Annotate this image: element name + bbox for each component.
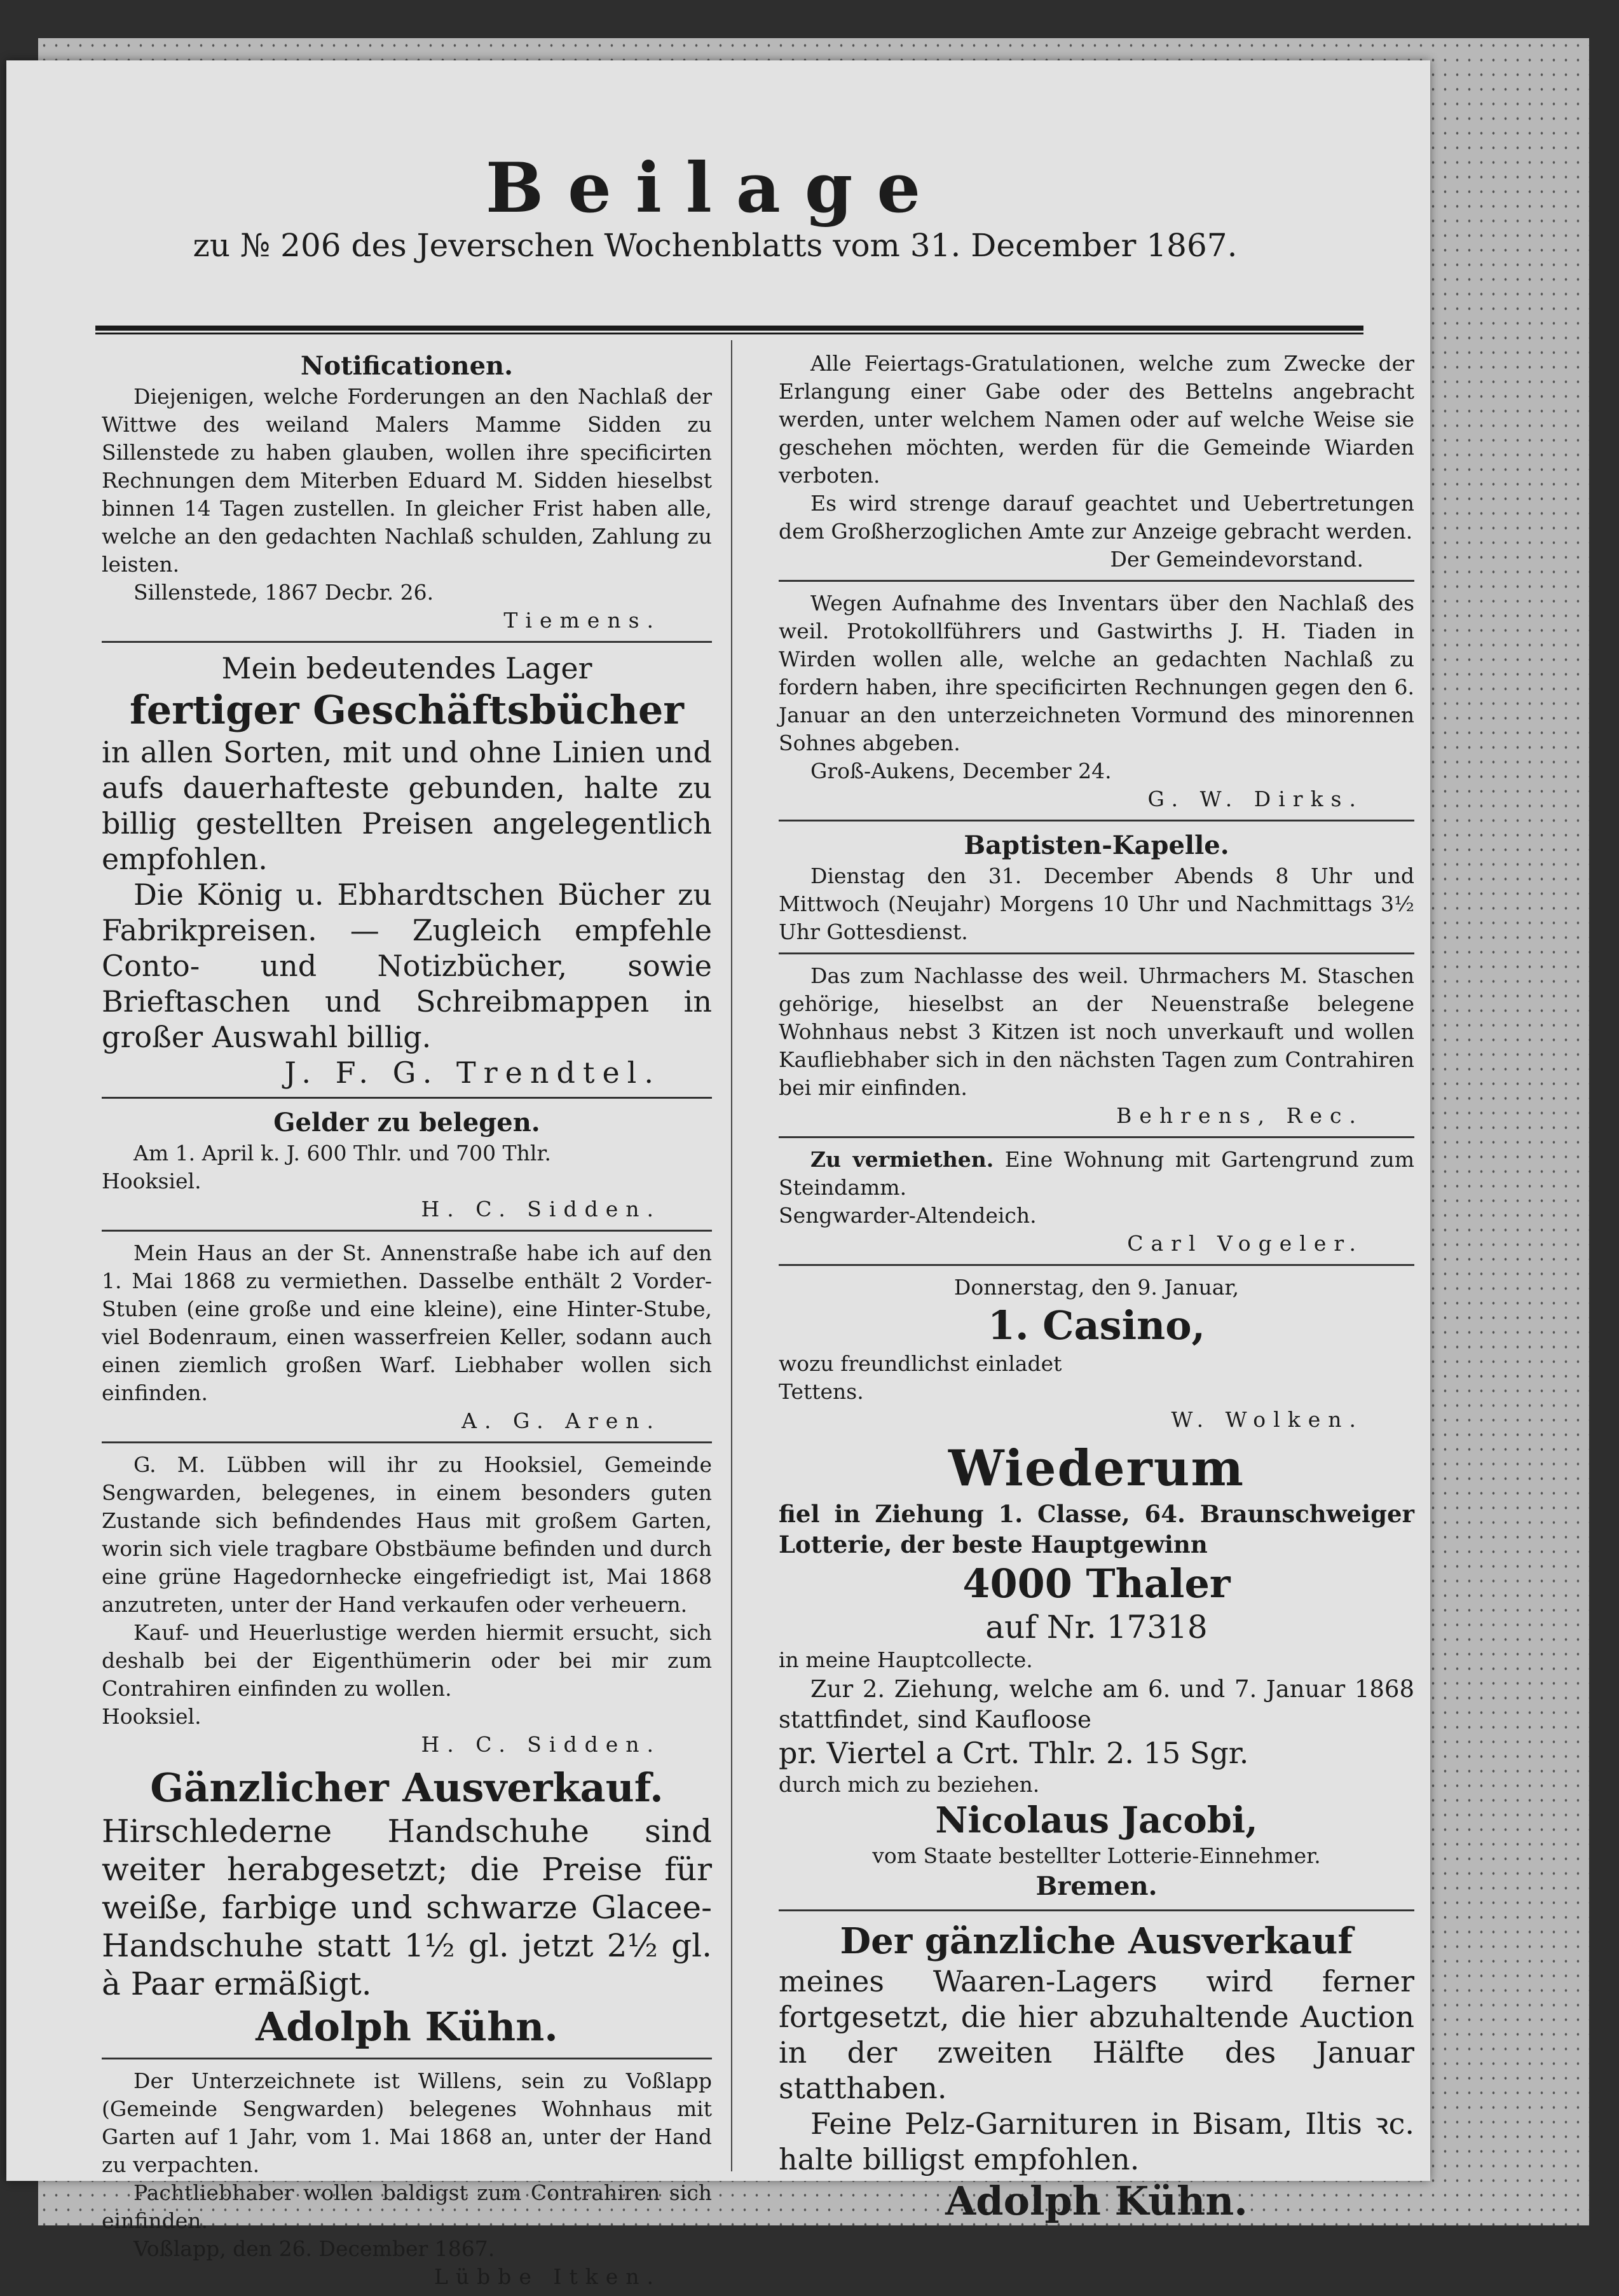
- kuehn-body: meines Waaren-Lagers wird ferner fortgesetzt, die hier abzuhaltende Auction in der zweiten Hälfte des Januar statthaben.: [779, 1964, 1414, 2105]
- ausverkauf-ad: [102, 1764, 712, 2051]
- divider: [779, 1136, 1414, 1138]
- casino-place: Tettens.: [779, 1379, 864, 1404]
- lotterie-collecte: in meine Hauptcollecte.: [779, 1647, 1033, 1672]
- divider: [102, 1230, 712, 1232]
- itken-body: Der Unterzeichnete ist Willens, sein zu Voßlapp (Gemeinde Sengwarden) belegenes Wohnhaus mit Garten auf 1 Jahr, vom 1. Mai 1868 an, unter der Hand zu verpachten.: [102, 2068, 712, 2177]
- casino-date: Donnerstag, den 9. Januar,: [953, 1275, 1240, 1300]
- kuehn-ad: [779, 1919, 1414, 2225]
- divider: [102, 1441, 712, 1443]
- feiertag-body: Alle Feiertags-Gratulationen, welche zum Zwecke der Erlangung einer Gabe oder des Bettelns angebracht werden, unter welchem Namen oder auf welche Weise sie geschehen möchten, werden für die Gemeinde Wiarden verboten.: [779, 351, 1414, 488]
- divider: [779, 1909, 1414, 1911]
- casino-invite: wozu freundlichst einladet: [779, 1351, 1062, 1376]
- casino-ad: [779, 1274, 1414, 1434]
- kuehn-headline: Der gänzliche Ausverkauf: [840, 1920, 1353, 1962]
- baptisten-body: Dienstag den 31. December Abends 8 Uhr und Mittwoch (Neujahr) Morgens 10 Uhr und Nachmittags 3½ Uhr Gottesdienst.: [779, 863, 1414, 944]
- lotterie-title: vom Staate bestellter Lotterie-Einnehmer.: [872, 1843, 1321, 1868]
- inventar-signature: G. W. Dirks.: [1147, 787, 1363, 811]
- kuehn-body-2: Feine Pelz-Garnituren in Bisam, Iltis ꝛc. halte billigst empfohlen.: [779, 2107, 1414, 2176]
- trendtel-headline: fertiger Geschäftsbücher: [130, 687, 684, 733]
- trendtel-signature: J. F. G. Trendtel.: [284, 1055, 661, 1090]
- masthead-subtitle: zu № 206 des Jeverschen Wochenblatts vom 31. December 1867.: [193, 227, 1238, 265]
- lotterie-ad: [779, 1439, 1414, 1903]
- inventar-body: Wegen Aufnahme des Inventars über den Nachlaß des weil. Protokollführers und Gastwirths J. H. Tiaden in Wirden wollen alle, welche an gedachten Nachlaß zu fordern haben, ihre specificirten Rechnungen gegen den 6. Januar an den unterzeichneten Vormund des minorennen Sohnes abgeben.: [779, 591, 1414, 755]
- trendtel-body-2: Die König u. Ebhardtschen Bücher zu Fabrikpreisen. — Zugleich empfehle Conto- und Notizbücher, sowie Brieftaschen und Schreibmappen in großer Auswahl billig.: [102, 877, 712, 1054]
- lotterie-city: Bremen.: [1035, 1871, 1158, 1901]
- lotterie-price: pr. Viertel a Crt. Thlr. 2. 15 Sgr.: [779, 1736, 1249, 1770]
- lotterie-body: Zur 2. Ziehung, welche am 6. und 7. Januar 1868 stattfindet, sind Kaufloose: [779, 1675, 1414, 1733]
- lotterie-line1: fiel in Ziehung 1. Classe, 64. Braunschweiger Lotterie, der beste Hauptgewinn: [779, 1500, 1414, 1558]
- itken-signature: Lübbe Itken.: [434, 2264, 661, 2289]
- right-column: [779, 350, 1414, 2231]
- haus-signature: A. G. Aren.: [461, 1408, 661, 1433]
- luebben-place: Hooksiel.: [102, 1704, 202, 1729]
- casino-signature: W. Wolken.: [1171, 1407, 1363, 1432]
- baptisten-heading: Baptisten-Kapelle.: [964, 830, 1229, 860]
- lotterie-name: Nicolaus Jacobi,: [935, 1799, 1258, 1841]
- column-separator: [731, 340, 732, 2171]
- vermiethen-lead: Zu vermiethen.: [810, 1147, 994, 1172]
- divider: [779, 820, 1414, 821]
- vermiethen-place: Sengwarder-Altendeich.: [779, 1203, 1037, 1228]
- divider: [102, 1097, 712, 1099]
- gelder-body: Am 1. April k. J. 600 Thlr. und 700 Thlr.: [133, 1141, 552, 1165]
- inventar-place-date: Groß-Aukens, December 24.: [810, 759, 1112, 783]
- divider: [779, 580, 1414, 582]
- gelder-place: Hooksiel.: [102, 1169, 202, 1193]
- notification-heading: Notificationen.: [300, 351, 514, 381]
- divider: [102, 641, 712, 643]
- header-rule: [95, 326, 1363, 334]
- notification-ad: [102, 350, 712, 635]
- itken-body-2: Pachtliebhaber wollen baldigst zum Contrahiren sich einfinden.: [102, 2180, 712, 2233]
- luebben-body-2: Kauf- und Heuerlustige werden hiermit ersucht, sich deshalb bei der Eigenthümerin oder bei mir zum Contrahiren einfinden zu wollen.: [102, 1620, 712, 1701]
- notification-body: Diejenigen, welche Forderungen an den Nachlaß der Wittwe des weiland Malers Mamme Sidden zu Sillenstede zu haben glauben, wollen ihre specificirten Rechnungen dem Miterben Eduard M. Sidden hieselbst binnen 14 Tagen zustellen. In gleicher Frist haben alle, welche an den gedachten Nachlaß schulden, Zahlung zu leisten.: [102, 384, 712, 577]
- feiertag-signature: Der Gemeindevorstand.: [1110, 547, 1363, 572]
- gelder-signature: H. C. Sidden.: [421, 1197, 661, 1221]
- ausverkauf-body: Hirschlederne Handschuhe sind weiter herabgesetzt; die Preise für weiße, farbige und schwarze Glacee-Handschuhe statt 1½ gl. jetzt 2½ gl. à Paar ermäßigt.: [102, 1813, 712, 2002]
- gelder-heading: Gelder zu belegen.: [273, 1108, 540, 1138]
- itken-ad: [102, 2067, 712, 2291]
- divider: [102, 2058, 712, 2059]
- uhrmacher-body: Das zum Nachlasse des weil. Uhrmachers M. Staschen gehörige, hieselbst an der Neuenstraße belegene Wohnhaus nebst 3 Kitzen ist noch unverkauft und wollen Kaufliebhaber sich in den nächsten Tagen zum Contrahiren bei mir einfinden.: [779, 963, 1414, 1100]
- lotterie-amount: 4000 Thaler: [962, 1560, 1231, 1607]
- uhrmacher-signature: Behrens, Rec.: [1116, 1103, 1363, 1128]
- vermiethen-ad: [779, 1146, 1414, 1258]
- haus-ad: [102, 1239, 712, 1435]
- luebben-signature: H. C. Sidden.: [421, 1732, 661, 1757]
- divider: [779, 1264, 1414, 1266]
- itken-place-date: Voßlapp, den 26. December 1867.: [133, 2236, 495, 2261]
- feiertag-body-2: Es wird strenge darauf geachtet und Uebertretungen dem Großherzoglichen Amte zur Anzeige gebracht werden.: [779, 491, 1414, 544]
- feiertag-ad: [779, 350, 1414, 574]
- baptisten-ad: [779, 829, 1414, 946]
- trendtel-intro: Mein bedeutendes Lager: [221, 651, 592, 685]
- masthead: [95, 148, 1335, 265]
- masthead-title: Beilage: [485, 148, 945, 228]
- left-column: [102, 350, 712, 2296]
- kuehn-signature: Adolph Kühn.: [945, 2178, 1248, 2224]
- notification-place-date: Sillenstede, 1867 Decbr. 26.: [133, 580, 434, 605]
- casino-headline: 1. Casino,: [987, 1302, 1206, 1349]
- lotterie-via: durch mich zu beziehen.: [779, 1772, 1040, 1797]
- vermiethen-body: Eine Wohnung mit Gartengrund zum Steindamm.: [779, 1147, 1414, 1200]
- uhrmacher-ad: [779, 962, 1414, 1130]
- notification-signature: Tiemens.: [503, 608, 661, 633]
- ausverkauf-heading: Gänzlicher Ausverkauf.: [150, 1764, 664, 1811]
- lotterie-headline: Wiederum: [948, 1440, 1245, 1497]
- inventar-ad: [779, 589, 1414, 813]
- vermiethen-signature: Carl Vogeler.: [1127, 1231, 1363, 1256]
- luebben-body: G. M. Lübben will ihr zu Hooksiel, Gemeinde Sengwarden, belegenes, in einem besonders guten Zustande sich befindendes Haus mit großem Garten, worin sich viele tragbare Obstbäume befinden und durch eine grüne Hagedornhecke eingefriedigt ist, Mai 1868 anzutreten, unter der Hand verkaufen oder verheuern.: [102, 1452, 712, 1617]
- newspaper-page: [6, 60, 1430, 2289]
- lotterie-number: auf Nr. 17318: [985, 1609, 1208, 1646]
- trendtel-body: in allen Sorten, mit und ohne Linien und aufs dauerhafteste gebunden, halte zu billig gestellten Preisen angelegentlich empfohlen.: [102, 735, 712, 876]
- luebben-ad: [102, 1451, 712, 1759]
- gelder-ad: [102, 1106, 712, 1223]
- divider: [779, 952, 1414, 954]
- ausverkauf-signature: Adolph Kühn.: [256, 2004, 558, 2050]
- haus-body: Mein Haus an der St. Annenstraße habe ich auf den 1. Mai 1868 zu vermiethen. Dasselbe enthält 2 Vorder-Stuben (eine große und eine kleine), eine Hinter-Stube, viel Bodenraum, einen wasserfreien Keller, sodann auch einen ziemlich großen Warf. Liebhaber wollen sich einfinden.: [102, 1241, 712, 1405]
- trendtel-ad: [102, 650, 712, 1090]
